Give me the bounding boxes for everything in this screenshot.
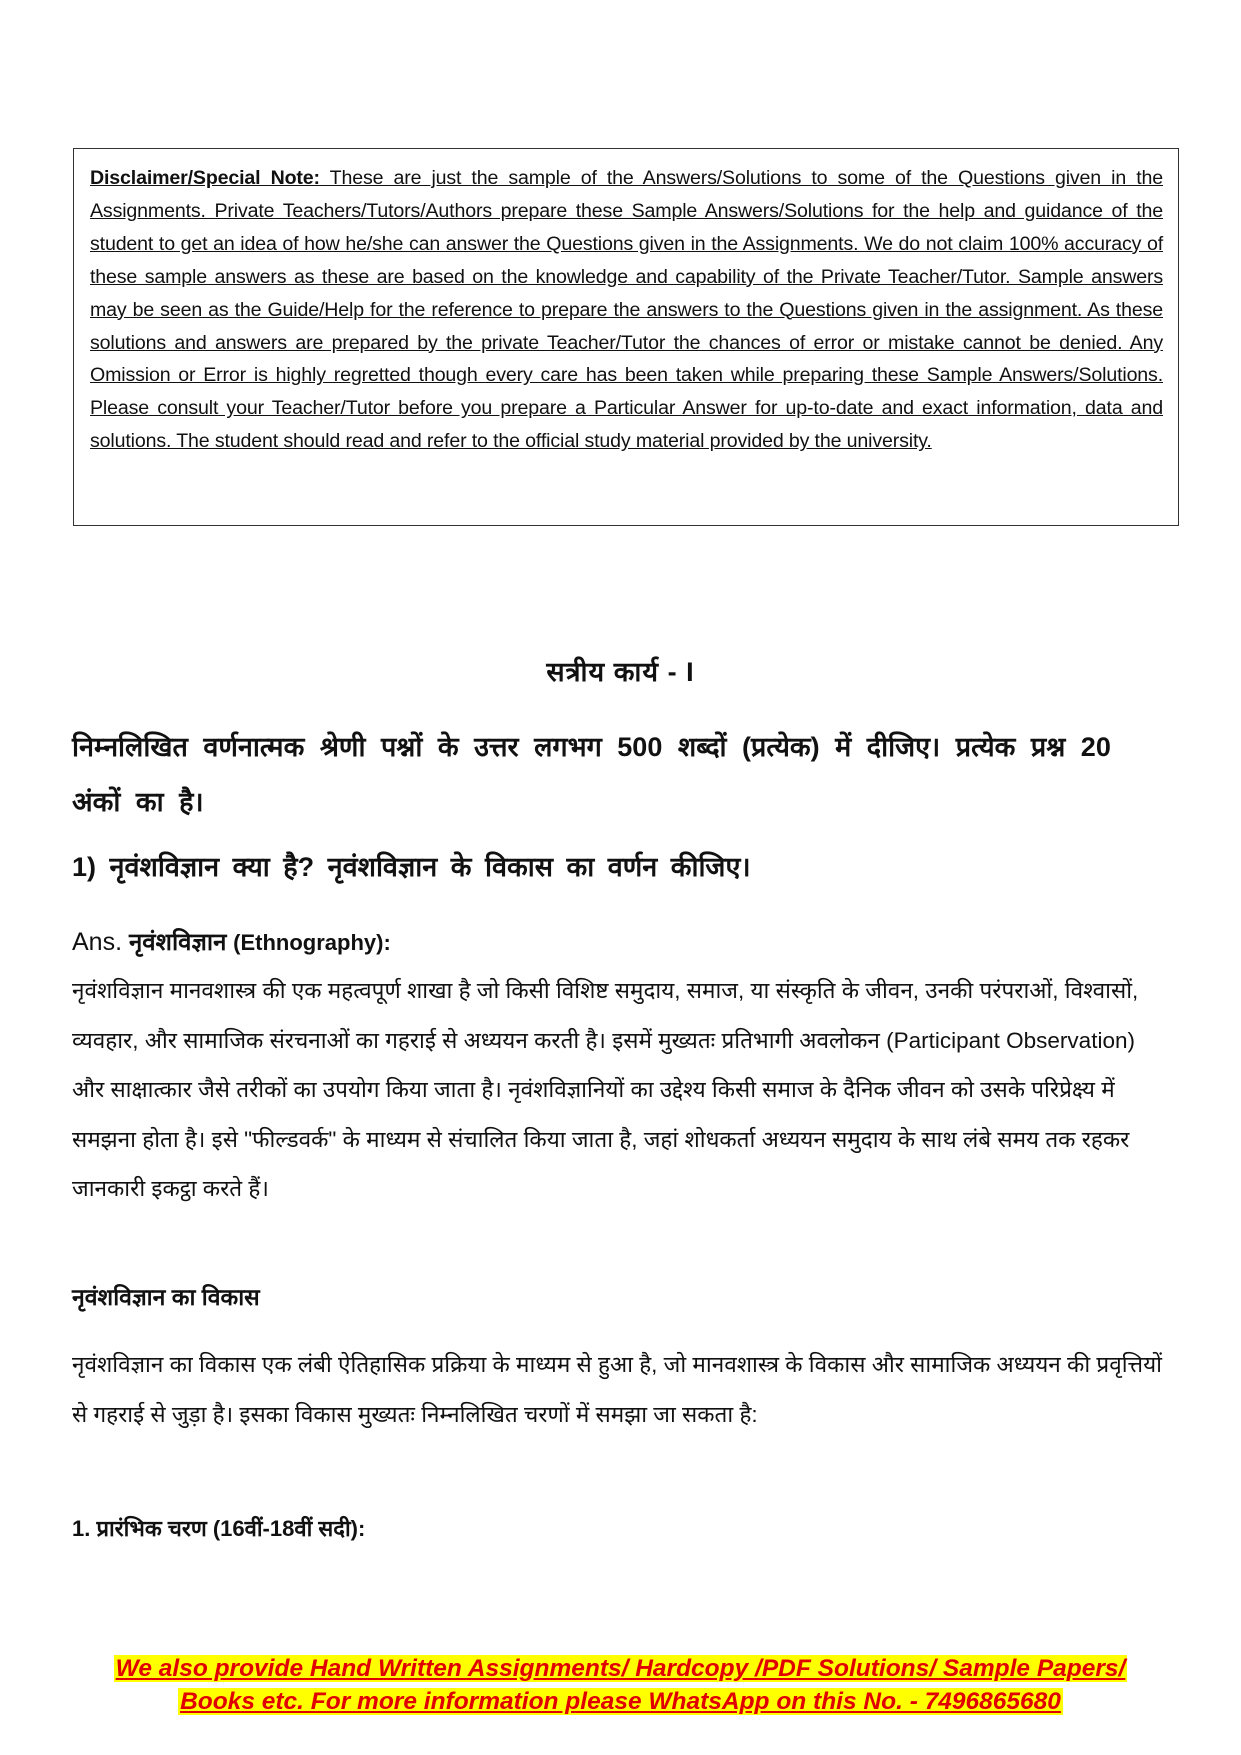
assignment-title: सत्रीय कार्य - I	[546, 657, 695, 687]
answer-heading	[72, 925, 391, 958]
answer-term: नृवंशविज्ञान	[128, 929, 234, 956]
answer-label: Ans.	[72, 928, 129, 956]
answer-paragraph-2: नृवंशविज्ञान का विकास एक लंबी ऐतिहासिक प्रक्रिया के माध्यम से हुआ है, जो मानवशास्त्र के विकास और सामाजिक अध्ययन की प्रवृत्तियों से गहराई से जुड़ा है। इसका विकास मुख्यतः निम्नलिखित चरणों में समझा जा सकता है:	[72, 1352, 1162, 1427]
answer-term-english: (Ethnography):	[233, 930, 391, 955]
question-heading: 1) नृवंशविज्ञान क्या है? नृवंशविज्ञान के विकास का वर्णन कीजिए।	[72, 852, 751, 882]
assignment-instructions: निम्नलिखित वर्णनात्मक श्रेणी पश्नों के उत्तर लगभग 500 शब्दों (प्रत्येक) में दीजिए। प्रत्येक प्रश्न 20 अंकों का है।	[72, 732, 1111, 817]
footer-line-1: We also provide Hand Written Assignments/ Hardcopy /PDF Solutions/ Sample Papers/	[115, 1655, 1126, 1682]
disclaimer-body: These are just the sample of the Answers/Solutions to some of the Questions given in the Assignments. Private Teachers/Tutors/Authors prepare these Sample Answers/Solutions for the help and guidance of the student to get an idea of how he/she can answer the Questions given in the Assignments. We do not claim 100% accuracy of these sample answers as these are based on the knowledge and capability of the Private Teacher/Tutor. Sample answers may be seen as the Guide/Help for the reference to prepare the answers to the Questions given in the assignment. As these solutions and answers are prepared by the private Teacher/Tutor the chances of error or mistake cannot be denied. Any Omission or Error is highly regretted though every care has been taken while preparing these Sample Answers/Solutions. Please consult your Teacher/Tutor before you prepare a Particular Answer for up-to-date and exact information, data and solutions. The student should read and refer to the official study material provided by the university.	[90, 167, 1164, 453]
phase-heading-1: 1. प्रारंभिक चरण (16वीं-18वीं सदी):	[72, 1516, 366, 1541]
footer-line-2: Books etc. For more information please WhatsApp on this No. - 7496865680	[180, 1688, 1061, 1715]
disclaimer-label: Disclaimer/Special Note:	[90, 167, 320, 189]
disclaimer-text	[90, 162, 1163, 458]
answer-paragraph-1: नृवंशविज्ञान मानवशास्त्र की एक महत्वपूर्ण शाखा है जो किसी विशिष्ट समुदाय, समाज, या संस्कृति के जीवन, उनकी परंपराओं, विश्वासों, व्यवहार, और सामाजिक संरचनाओं का गहराई से अध्ययन करती है। इसमें मुख्यतः प्रतिभागी अवलोकन (Participant Observation) और साक्षात्कार जैसे तरीकों का उपयोग किया जाता है। नृवंशविज्ञानियों का उद्देश्य किसी समाज के दैनिक जीवन को उसके परिप्रेक्ष्य में समझना होता है। इसे "फील्डवर्क" के माध्यम से संचालित किया जाता है, जहां शोधकर्ता अध्ययन समुदाय के साथ लंबे समय तक रहकर जानकारी इकट्ठा करते हैं।	[72, 978, 1139, 1201]
section-heading-development: नृवंशविज्ञान का विकास	[72, 1284, 260, 1310]
disclaimer-box	[73, 148, 1179, 526]
footer-promo	[0, 1652, 1241, 1718]
